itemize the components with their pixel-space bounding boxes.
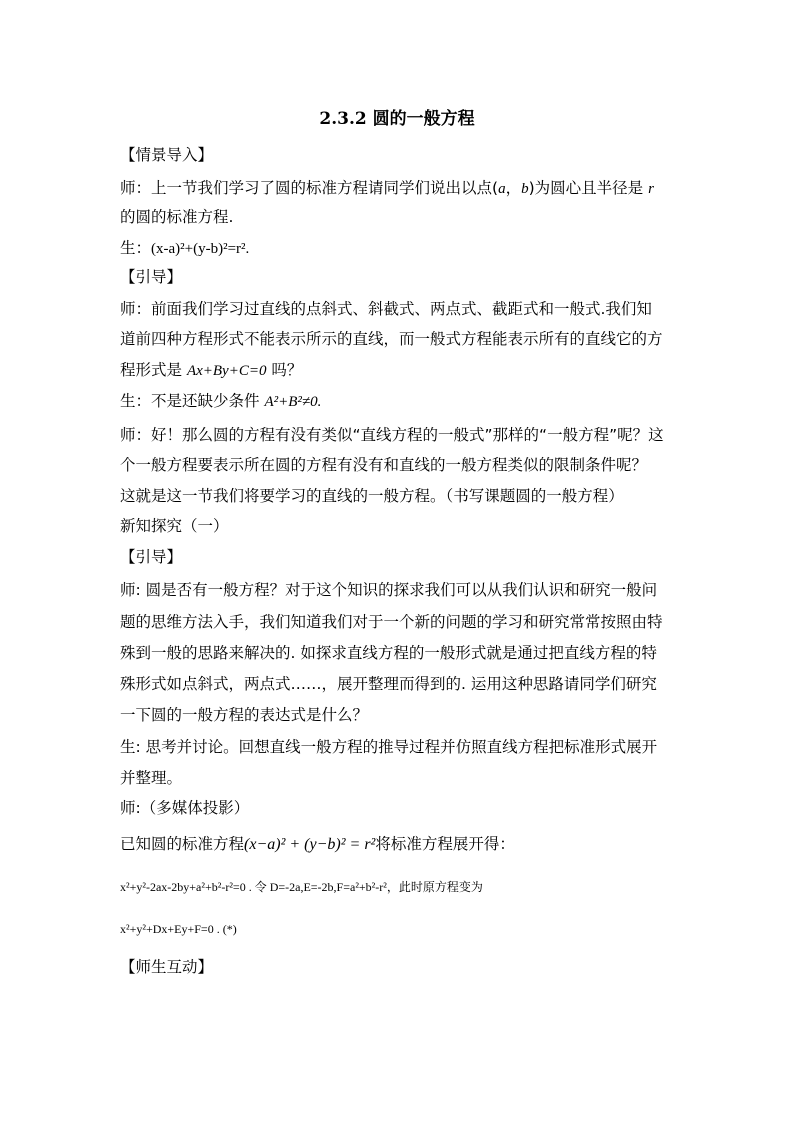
paragraph-line: 题的思维方法入手，我们知道我们对于一个新的问题的学习和研究常常按照由特 (120, 613, 663, 631)
page-title: 2.3.2 圆的一般方程 (319, 109, 475, 129)
paragraph-line: 师：好！那么圆的方程有没有类似“直线方程的一般式”那样的“一般方程”呢？这 (120, 426, 664, 444)
paragraph-line: 殊形式如点斜式，两点式……，展开整理而得到的. 运用这种思路请同学们研究 (120, 675, 657, 693)
paragraph-line: 生: 思考并讨论。回想直线一般方程的推导过程并仿照直线方程把标准形式展开 (120, 738, 658, 756)
paragraph-line: 的圆的标准方程. (120, 208, 234, 226)
formula: (x-a)²+(y-b)²=r². (151, 241, 250, 257)
paragraph-line: x²+y²+Dx+Ey+F=0 . (*) (120, 922, 237, 936)
paragraph-line: 生：不是还缺少条件 A²+B²≠0. (120, 392, 322, 410)
paragraph-line: 道前四种方程形式不能表示所示的直线，而一般式方程能表示所有的直线它的方 (120, 330, 663, 348)
paragraph-line: 这就是这一节我们将要学习的直线的一般方程。（书写课题圆的一般方程） (120, 487, 624, 505)
paragraph-line: 个一般方程要表示所在圆的方程有没有和直线的一般方程类似的限制条件呢？ (120, 456, 648, 474)
paragraph-line: 师: 圆是否有一般方程？对于这个知识的探求我们可以从我们认识和研究一般问 (120, 581, 658, 599)
paragraph-line: 并整理。 (120, 769, 183, 787)
paragraph-line: 已知圆的标准方程(x−a)² + (y−b)² = r²将标准方程展开得： (120, 835, 515, 853)
paragraph-line: 师：上一节我们学习了圆的标准方程请同学们说出以点(a，b)为圆心且半径是 r (120, 179, 654, 197)
section-heading-new-knowledge: 新知探究（一） (120, 517, 229, 535)
formula: A²+B²≠0. (264, 394, 322, 410)
formula: x²+y²+Dx+Ey+F=0 . (120, 922, 220, 936)
paragraph-line: 程形式是 Ax+By+C=0 吗？ (120, 361, 303, 379)
formula: x²+y²-2ax-2by+a²+b²-r²=0 . (120, 880, 252, 894)
section-heading-guide: 【引导】 (120, 268, 183, 286)
paragraph-line: 生：(x-a)²+(y-b)²=r². (120, 239, 250, 257)
section-heading-guide: 【引导】 (120, 548, 183, 566)
paragraph-line: 师:（多媒体投影） (120, 799, 250, 817)
formula: Ax+By+C=0 (186, 363, 267, 379)
formula: (x−a)² + (y−b)² = r² (244, 836, 376, 853)
paragraph-line: 殊到一般的思路来解决的. 如探求直线方程的一般形式就是通过把直线方程的特 (120, 644, 657, 662)
paragraph-line: 师：前面我们学习过直线的点斜式、斜截式、两点式、截距式和一般式.我们知 (120, 300, 652, 318)
section-heading-interaction: 【师生互动】 (120, 958, 214, 976)
section-heading-intro: 【情景导入】 (120, 146, 214, 164)
paragraph-line: x²+y²-2ax-2by+a²+b²-r²=0 . 令 D=-2a,E=-2b,F=a²+b²-r²，此时原方程变为 (120, 880, 483, 894)
paragraph-line: 一下圆的一般方程的表达式是什么？ (120, 706, 369, 724)
